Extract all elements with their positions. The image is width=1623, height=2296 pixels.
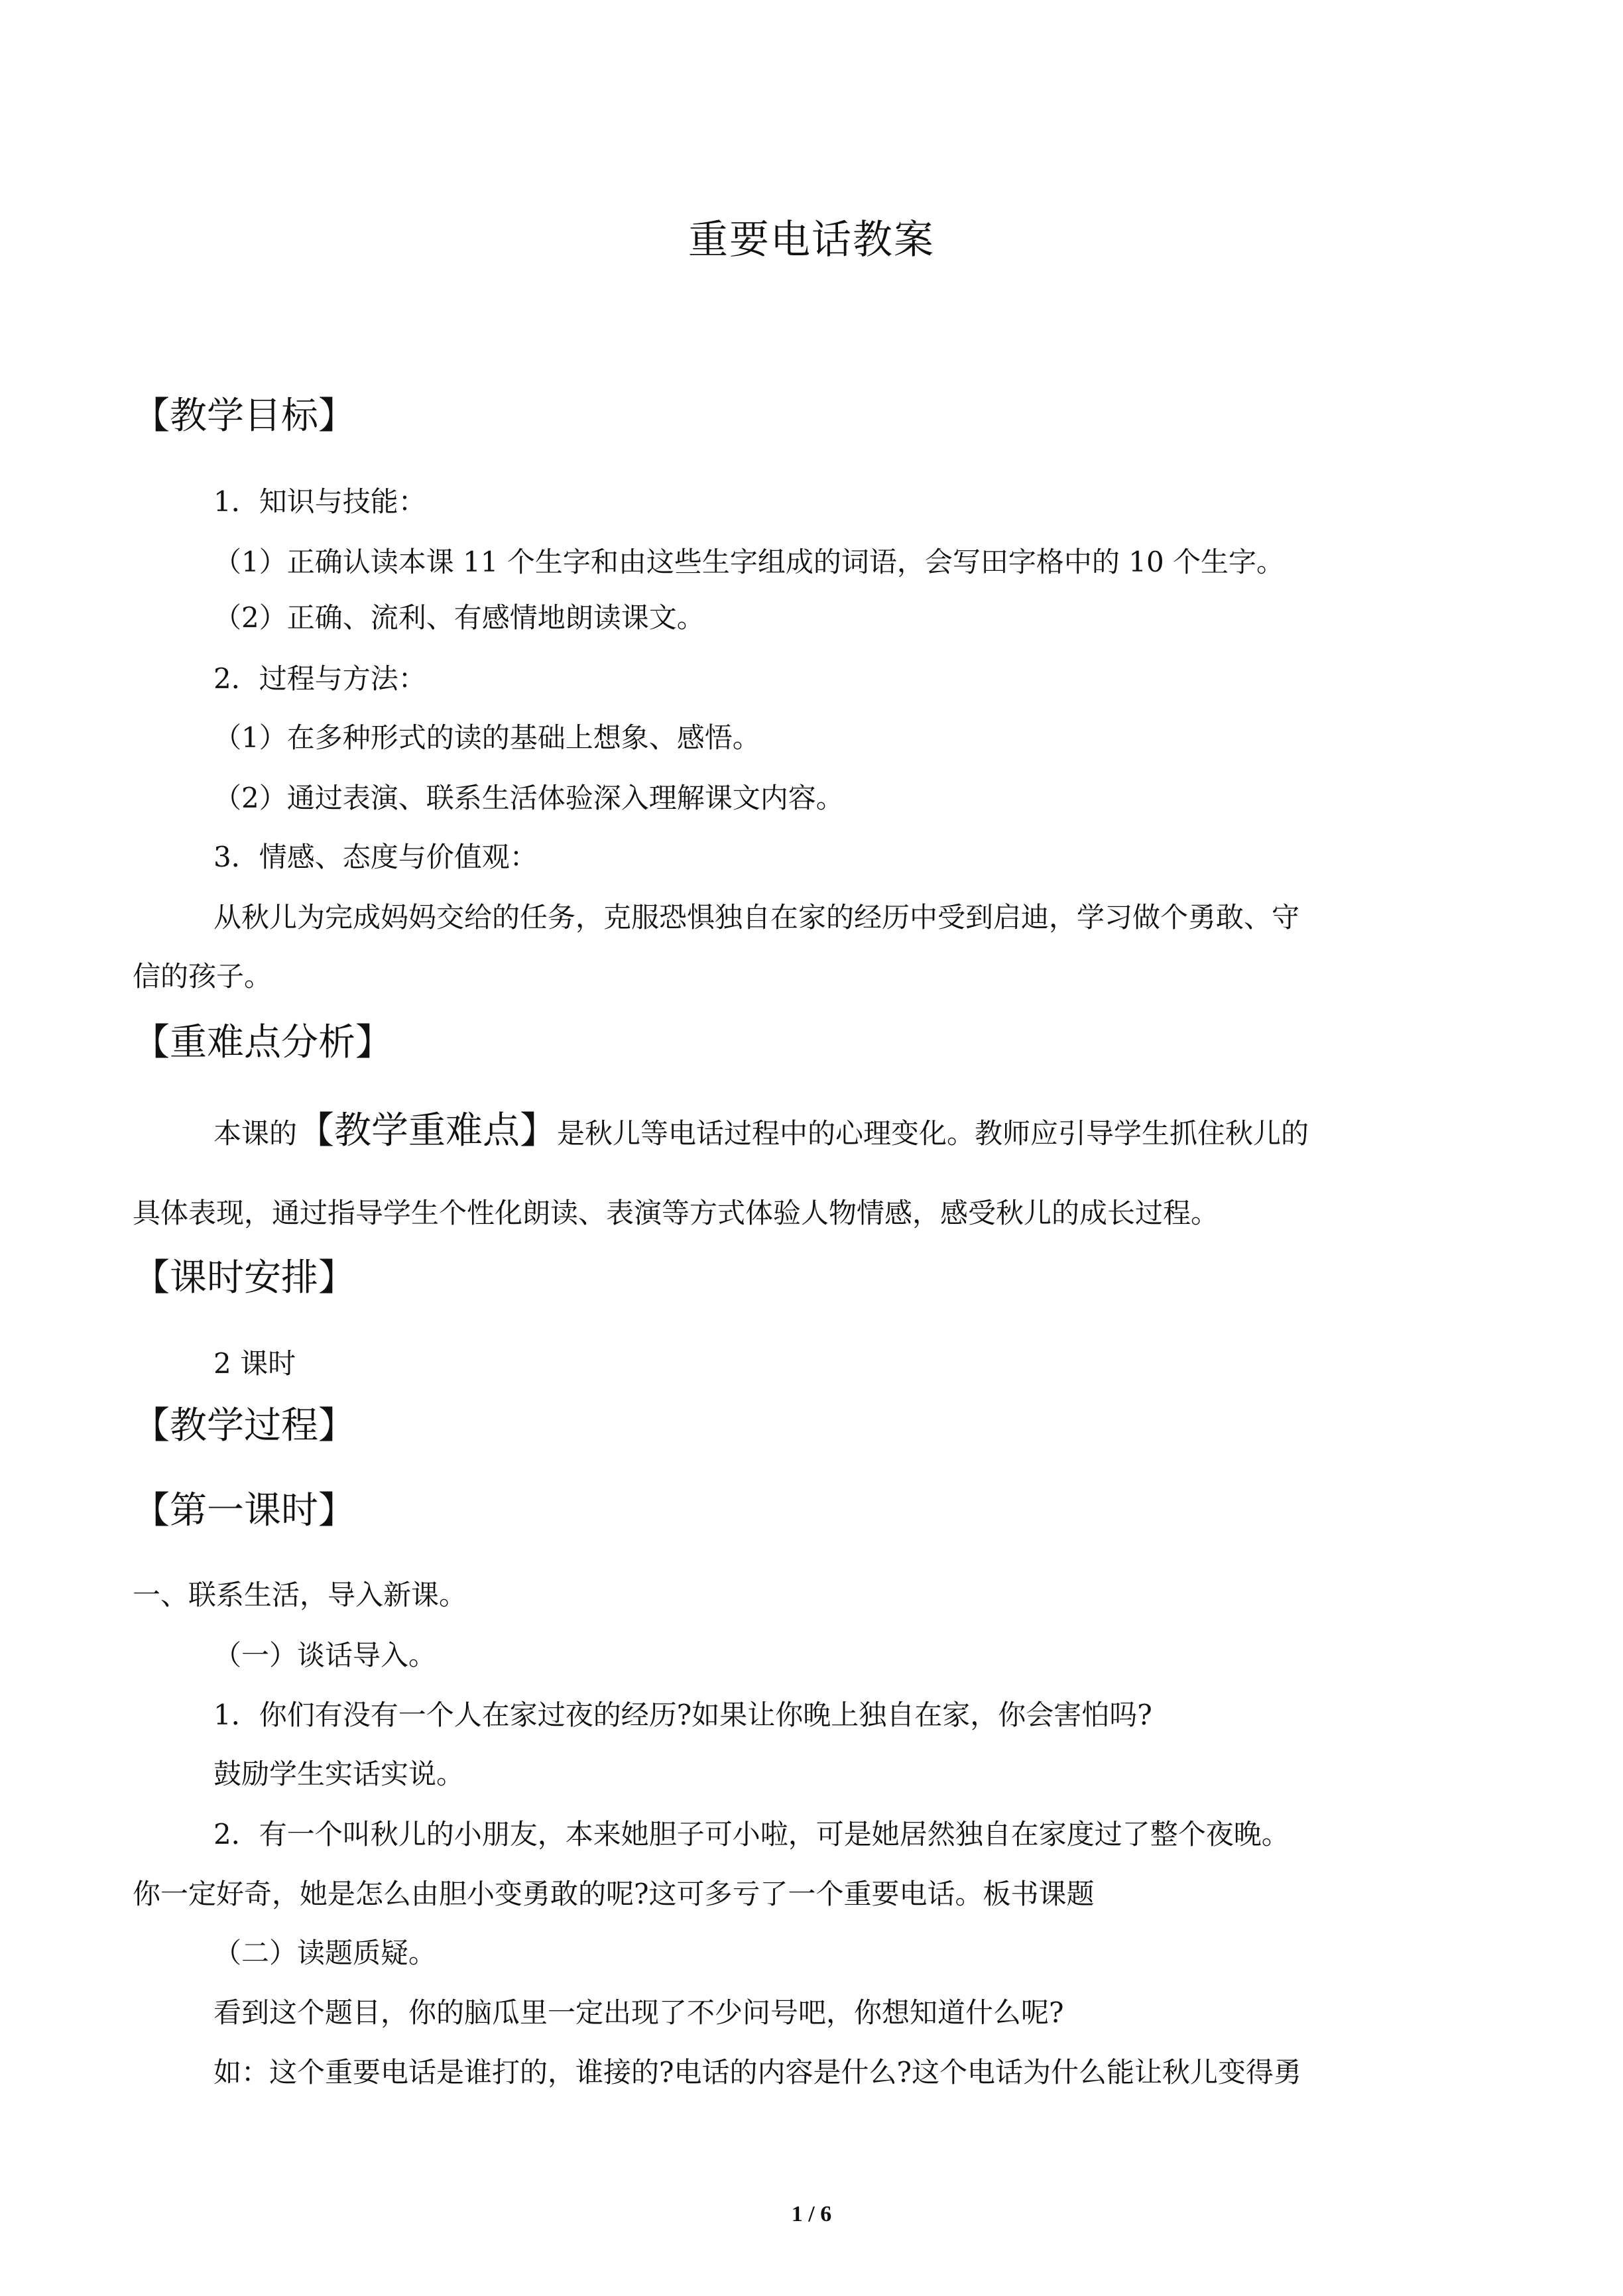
objective-1-sub-2: （2）正确、流利、有感情地朗读课文。 [213,601,705,634]
key-points-line-1 [213,1111,1309,1154]
process-question-2-line-2: 你一定好奇，她是怎么由胆小变勇敢的呢?这可多亏了一个重要电话。板书课题 [133,1878,1095,1910]
key-points-emphasis: 【教学重难点】 [297,1109,558,1152]
process-part-2-line-1: 看到这个题目，你的脑瓜里一定出现了不少问号吧，你想知道什么呢? [213,1996,1064,2029]
process-section-1-title: 一、联系生活，导入新课。 [133,1579,467,1611]
process-question-2-line-1: 2．有一个叫秋儿的小朋友，本来她胆子可小啦，可是她居然独自在家度过了整个夜晚。 [213,1818,1290,1850]
key-points-line-2: 具体表现，通过指导学生个性化朗读、表演等方式体验人物情感，感受秋儿的成长过程。 [133,1197,1219,1229]
key-points-text-before: 本课的 [213,1117,298,1150]
objective-1-sub-1: （1）正确认读本课 11 个生字和由这些生字组成的词语，会写田字格中的 10 个生字。 [213,546,1285,578]
objective-3-title: 3．情感、态度与价值观： [213,841,538,873]
process-part-2-line-2: 如：这个重要电话是谁打的，谁接的?电话的内容是什么?这个电话为什么能让秋儿变得勇 [213,2056,1302,2088]
objective-2-title: 2．过程与方法： [213,662,426,695]
page-number: 1 / 6 [791,2202,832,2226]
process-part-2-title: （二）读题质疑。 [213,1937,437,1969]
process-question-1-note: 鼓励学生实话实说。 [213,1758,465,1790]
heading-teaching-objectives: 【教学目标】 [133,394,355,438]
process-question-1: 1．你们有没有一个人在家过夜的经历?如果让你晚上独自在家，你会害怕吗? [213,1699,1152,1731]
objective-3-text-line-1: 从秋儿为完成妈妈交给的任务，克服恐惧独自在家的经历中受到启迪，学习做个勇敢、守 [213,901,1300,934]
document-title: 重要电话教案 [688,217,935,263]
key-points-text-after: 是秋儿等电话过程中的心理变化。教师应引导学生抓住秋儿的 [557,1117,1309,1150]
heading-first-lesson: 【第一课时】 [133,1489,355,1532]
schedule-text: 2 课时 [213,1347,296,1380]
heading-class-schedule: 【课时安排】 [133,1256,355,1299]
heading-teaching-process: 【教学过程】 [133,1404,355,1447]
objective-3-text-line-2: 信的孩子。 [133,960,272,993]
objective-2-sub-1: （1）在多种形式的读的基础上想象、感悟。 [213,721,760,754]
heading-key-difficult-points: 【重难点分析】 [133,1021,392,1064]
objective-2-sub-2: （2）通过表演、联系生活体验深入理解课文内容。 [213,782,844,814]
objective-1-title: 1．知识与技能： [213,485,426,518]
process-part-1-title: （一）谈话导入。 [213,1639,437,1671]
